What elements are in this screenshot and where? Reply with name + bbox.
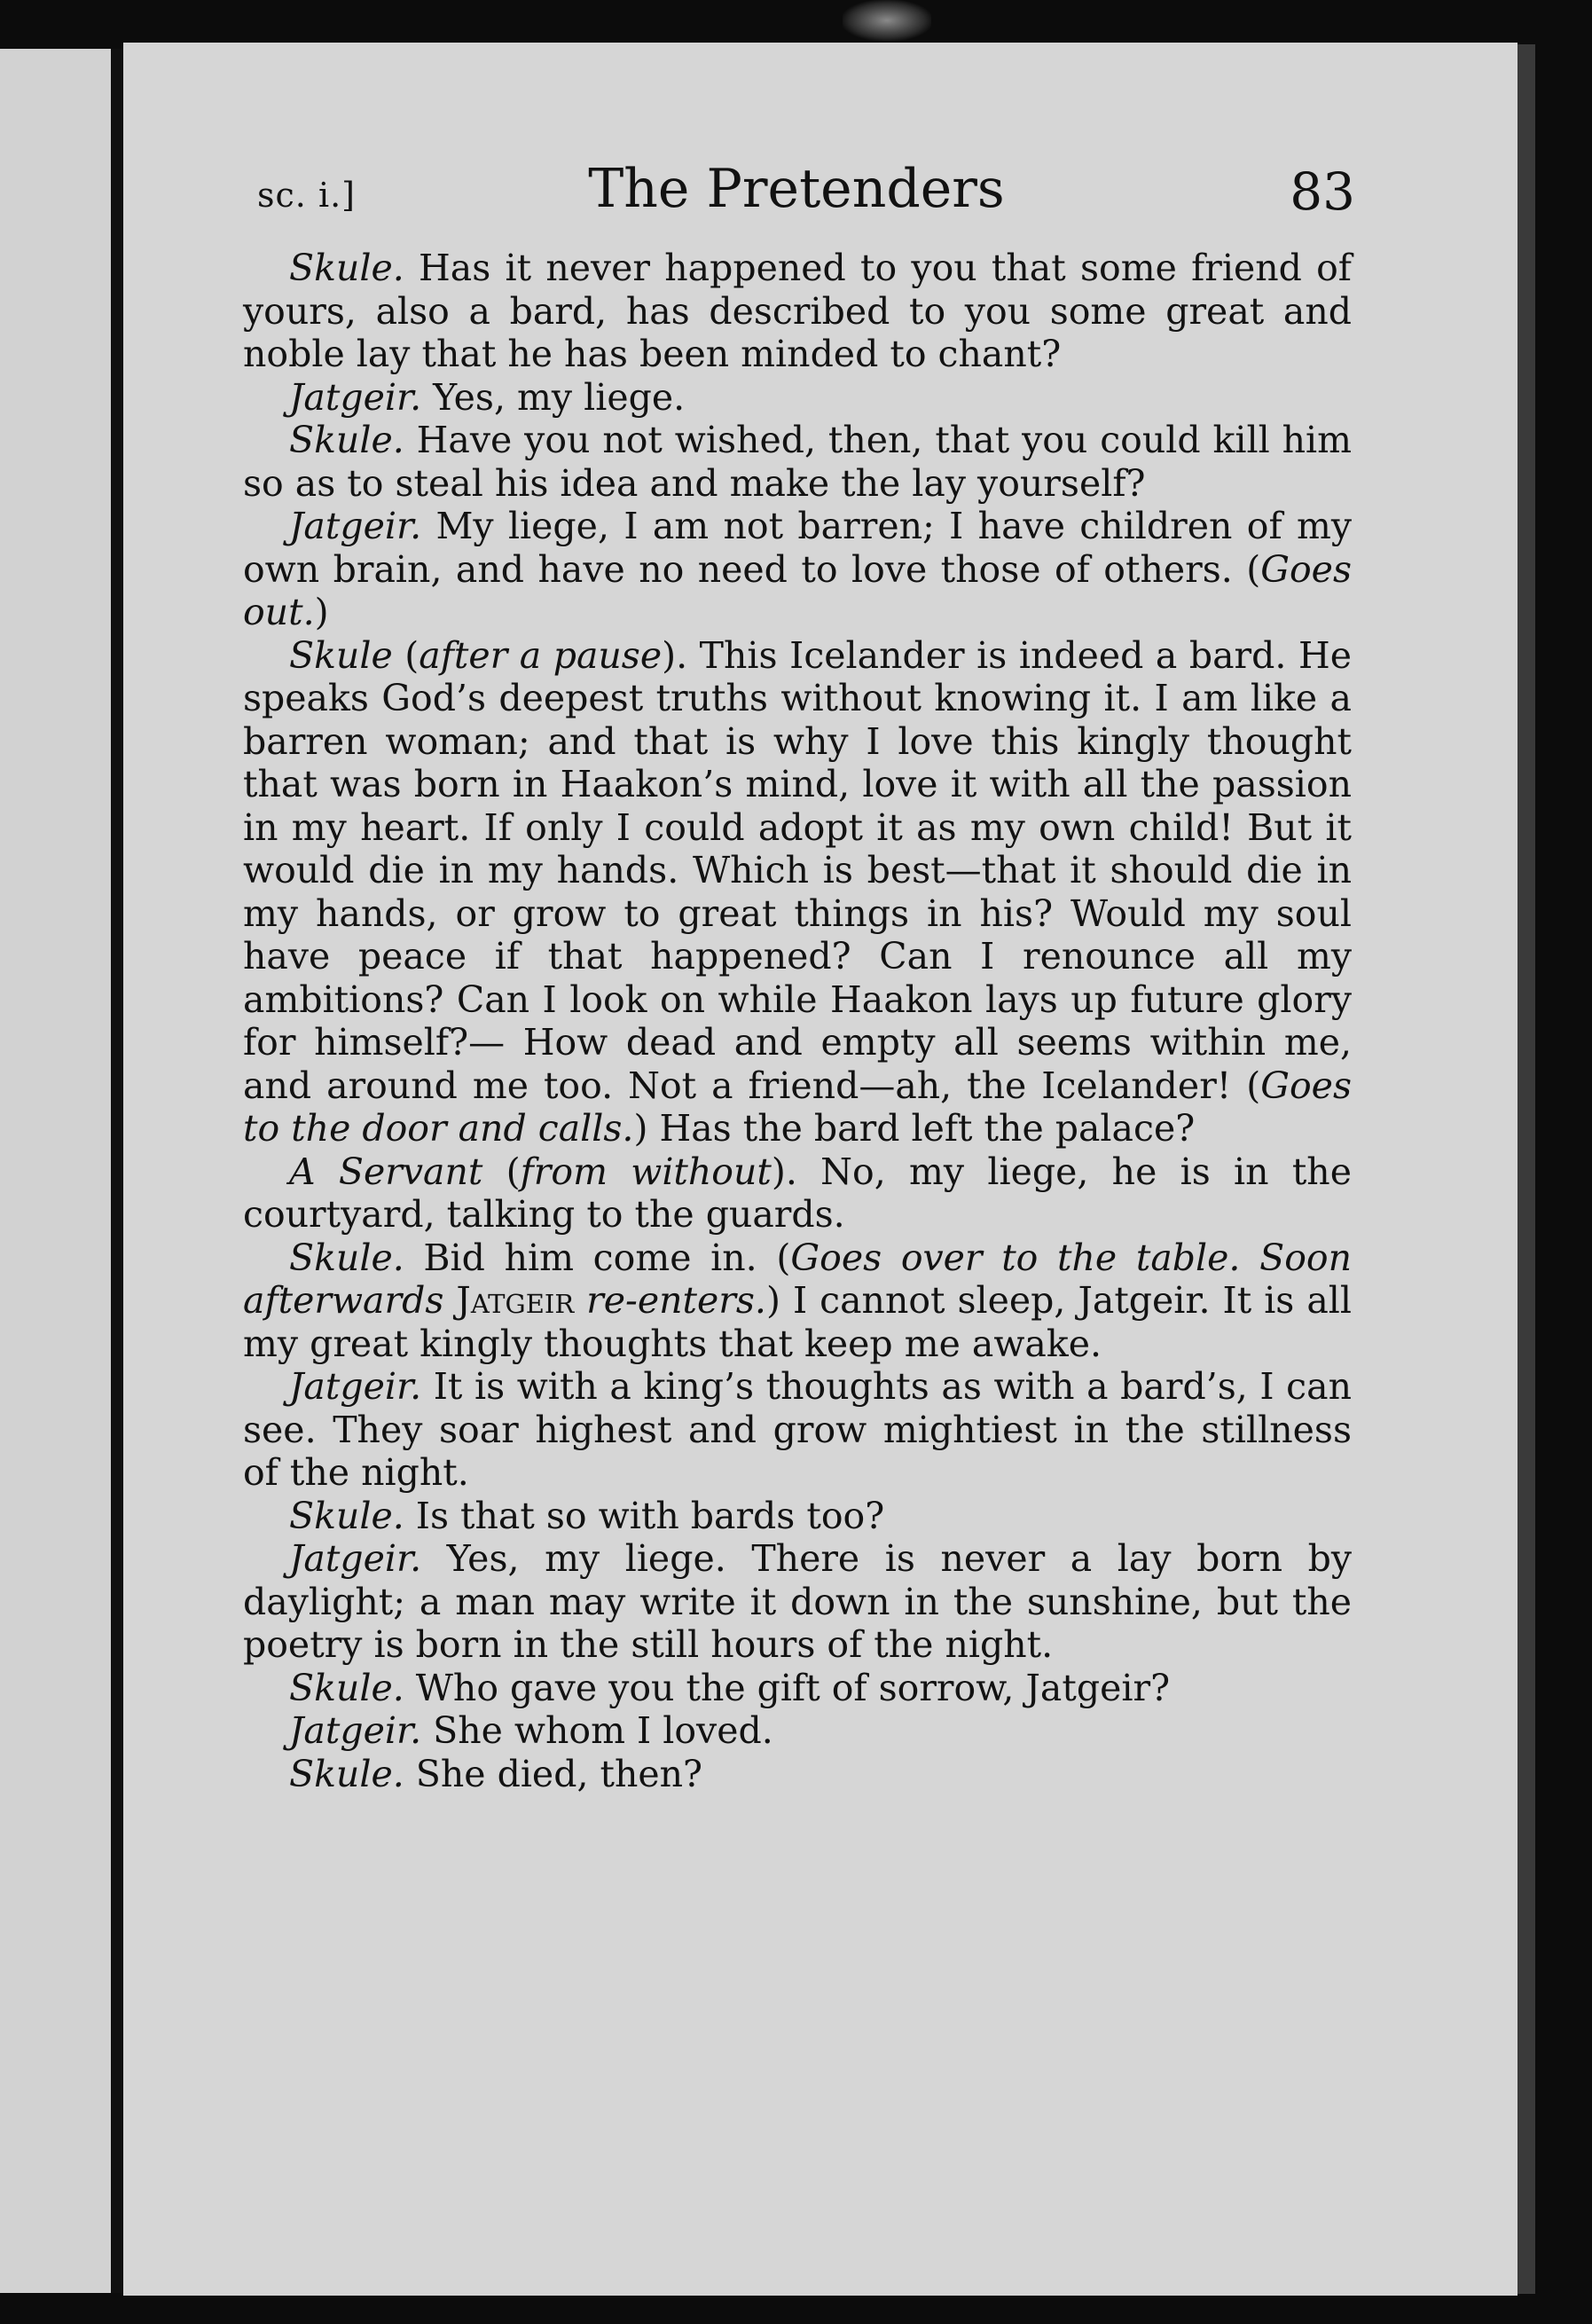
dialogue-paragraph <box>243 1150 1352 1237</box>
page-edge-shadow <box>1517 44 1535 2294</box>
scene-reference: sc. i.] <box>257 176 356 215</box>
dialogue-paragraph <box>243 419 1352 505</box>
speech-text: ( <box>392 633 420 677</box>
speaker-name: Jatgeir. <box>289 1537 422 1580</box>
speech-text: ) <box>314 591 329 633</box>
speaker-name: Skule. <box>289 1752 404 1795</box>
dialogue-paragraph <box>243 634 1352 1150</box>
speech-text: My liege, I am not barren; I have children of my own brain, and have no need to love those of others. ( <box>243 505 1352 591</box>
dialogue-paragraph <box>243 247 1352 376</box>
speech-text: ) I cannot sleep, Jatgeir. It is all my great kingly thoughts that keep me awake. <box>243 1279 1352 1365</box>
speech-text: ). This Icelander is indeed a bard. He speaks God’s deepest truths without knowing it. I am like a barren woman; and that is why I love this kingly thought that was born in Haakon’s mind, love it with all the passion in my heart. If only I could adopt it as my own child! But it would die in my hands. Which is best—that it should die in my hands, or grow to great things in his? Would my soul have peace if that happened? Can I renounce all my ambitions? Can I look on while Haakon lays up future glory for himself?— How dead and empty all seems within me, and around me too. Not a friend—ah, the Icelander! ( <box>243 633 1352 1107</box>
speaker-name: Jatgeir. <box>289 1365 422 1408</box>
stage-direction: re-enters. <box>586 1279 766 1322</box>
speech-text: Bid him come in. ( <box>404 1236 791 1279</box>
speaker-name: Skule. <box>289 247 404 289</box>
speaker-name: A Servant <box>289 1150 483 1193</box>
speech-text: Is that so with bards too? <box>404 1494 885 1537</box>
speaker-name: Skule. <box>289 1494 404 1537</box>
speaker-name: Skule. <box>289 1666 404 1709</box>
speech-text: ( <box>482 1150 521 1193</box>
speech-text: It is with a king’s thoughts as with a bard’s, I can see. They soar highest and grow mightiest in the stillness of the night. <box>243 1365 1352 1494</box>
dialogue-paragraph <box>243 1495 1352 1538</box>
dialogue-paragraph <box>243 376 1352 420</box>
speech-text: Yes, my liege. <box>421 375 686 419</box>
dialogue-paragraph <box>243 505 1352 634</box>
speech-text: ) Has the bard left the palace? <box>633 1107 1196 1150</box>
speaker-name: Skule. <box>289 1236 404 1279</box>
facing-page-edge <box>0 49 111 2293</box>
speech-text: ). No, my liege, he is in the courtyard, talking to the guards. <box>243 1150 1352 1236</box>
speaker-name: Jatgeir. <box>289 375 422 419</box>
speech-text: She died, then? <box>404 1752 703 1795</box>
book-gutter <box>111 49 123 2293</box>
dialogue-paragraph <box>243 1667 1352 1710</box>
speech-text: Who gave you the gift of sorrow, Jatgeir? <box>404 1666 1171 1709</box>
stage-direction: from without <box>520 1150 772 1193</box>
speech-text: Has it never happened to you that some friend of yours, also a bard, has described to you some great and noble lay that he has been minded to chant? <box>243 247 1352 375</box>
dialogue-paragraph <box>243 1237 1352 1366</box>
dialogue-paragraph <box>243 1537 1352 1667</box>
stage-direction: Goes to the door and calls. <box>243 1064 1352 1150</box>
page-title: The Pretenders <box>588 158 1005 220</box>
stage-direction: Goes over to the table. Soon afterwards <box>243 1236 1352 1322</box>
running-head <box>238 149 1355 247</box>
dialogue-paragraph <box>243 1709 1352 1753</box>
dialogue-body <box>238 247 1355 1795</box>
speech-text: Have you not wished, then, that you could kill him so as to steal his idea and make the lay yourself? <box>243 419 1352 505</box>
scan-smudge <box>843 0 931 41</box>
stage-direction: Goes out. <box>243 547 1352 633</box>
character-name-small-caps: Jatgeir <box>456 1279 575 1322</box>
stage-direction: after a pause <box>419 633 663 677</box>
speaker-name: Skule. <box>289 419 404 461</box>
speaker-name: Skule <box>289 633 393 677</box>
dialogue-paragraph <box>243 1753 1352 1796</box>
speech-text: Yes, my liege. There is never a lay born by daylight; a man may write it down in the sunshine, but the poetry is born in the still hours of the night. <box>243 1537 1352 1666</box>
speech-text: She whom I loved. <box>421 1709 773 1752</box>
speaker-name: Jatgeir. <box>289 1709 422 1752</box>
speaker-name: Jatgeir. <box>289 505 422 547</box>
page-number: 83 <box>1290 161 1355 222</box>
page-text-block <box>238 149 1355 1795</box>
dialogue-paragraph <box>243 1365 1352 1495</box>
